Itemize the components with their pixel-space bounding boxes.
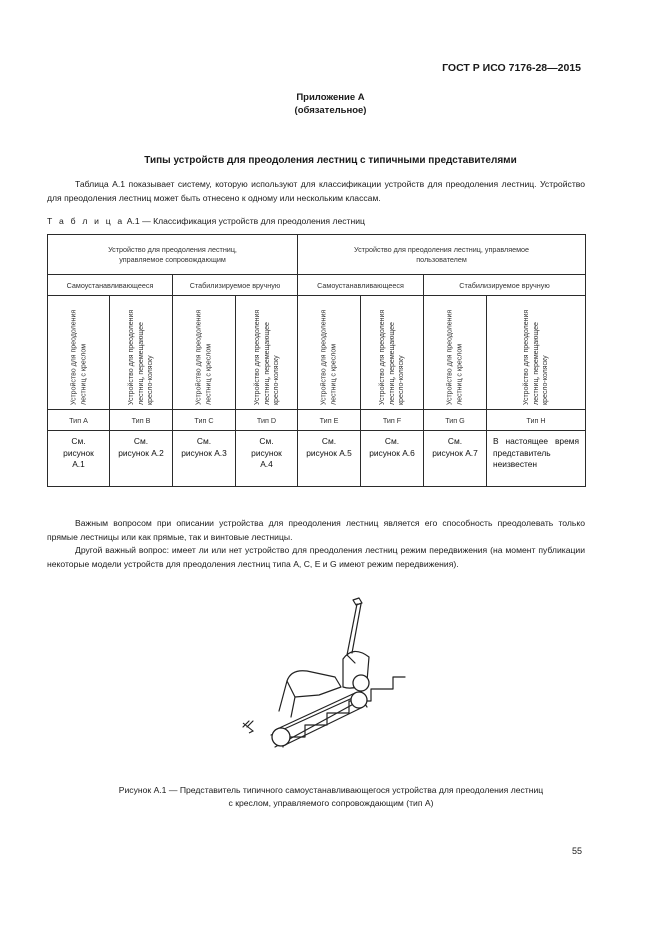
annex-status: (обязательное) — [294, 105, 367, 116]
description-cell — [361, 296, 424, 410]
figure-caption-line2: с креслом, управляемого сопровождающим (тип А) — [228, 798, 434, 808]
subgroup-header: Самоустанавливающееся — [48, 275, 173, 296]
type-cell: Тип В — [110, 410, 173, 431]
subgroup-header: Стабилизируемое вручную — [424, 275, 586, 296]
document-header: ГОСТ Р ИСО 7176-28—2015 — [442, 62, 581, 74]
subgroup-header: Самоустанавливающееся — [298, 275, 424, 296]
figure-ref-cell: См. рисунок А.4 — [236, 431, 298, 487]
subgroup-header: Стабилизируемое вручную — [173, 275, 298, 296]
description-text: Устройство для преодоления лестниц с креслом — [446, 309, 463, 405]
figure-ref-cell: См. рисунок А.1 — [48, 431, 110, 487]
figure-caption-line1: Рисунок А.1 — Представитель типичного самоустанавливающегося устройства для преодоления лестниц — [118, 785, 544, 795]
intro-paragraph: Таблица А.1 показывает систему, которую используют для классификации устройств для преодоления лестниц. Устройство для преодоления лестниц может быть отнесено к одному или нескольким классам. — [47, 179, 585, 203]
type-cell: Тип F — [361, 410, 424, 431]
type-cell: Тип Н — [487, 410, 586, 431]
annex-heading — [0, 91, 661, 117]
figure-ref-cell: См. рисунок А.6 — [361, 431, 424, 487]
table-caption — [47, 216, 365, 226]
type-cell: Тип Е — [298, 410, 361, 431]
page-number: 55 — [571, 846, 582, 856]
type-cell: Тип G — [424, 410, 487, 431]
description-text: Устройство для преодоления лестниц, перемещающее кресло-коляску — [378, 309, 405, 405]
upper-wheel — [353, 675, 369, 691]
description-cell — [48, 296, 110, 410]
description-text: Устройство для преодоления лестниц, перемещающее кресло-коляску — [253, 309, 280, 405]
paragraph-travel-mode: Другой важный вопрос: имеет ли или нет устройство для преодоления лестниц режим передвижения (на момент публикации некоторые модели устройств для преодоления лестниц типа А, С, Е и G имеют режим передвижения). — [47, 545, 585, 569]
type-cell: Тип С — [173, 410, 236, 431]
classification-table — [47, 234, 586, 487]
annex-title: Приложение А — [296, 92, 365, 103]
description-text: Устройство для преодоления лестниц с креслом — [70, 309, 87, 405]
description-text: Устройство для преодоления лестниц с креслом — [320, 309, 337, 405]
chair-seat — [287, 671, 341, 697]
description-cell — [236, 296, 298, 410]
description-cell — [173, 296, 236, 410]
type-cell: Тип А — [48, 410, 110, 431]
description-cell — [424, 296, 487, 410]
description-cell — [110, 296, 173, 410]
table-caption-prefix: Т а б л и ц а — [47, 216, 125, 226]
stair-climber-figure — [235, 595, 410, 755]
group-header-attendant: Устройство для преодоления лестниц, управляемое сопровождающим — [48, 235, 298, 275]
group-header-user: Устройство для преодоления лестниц, управляемое пользователем — [298, 235, 586, 275]
figure-ref-cell: См. рисунок А.3 — [173, 431, 236, 487]
section-title: Типы устройств для преодоления лестниц с типичными представителями — [144, 155, 517, 166]
description-text: Устройство для преодоления лестниц, перемещающее кресло-коляску — [127, 309, 154, 405]
figure-ref-cell: См. рисунок А.2 — [110, 431, 173, 487]
paragraph-scope: Важным вопросом при описании устройства для преодоления лестниц является его способность преодолевать только прямые лестницы или как прямые, так и винтовые лестницы. — [47, 518, 585, 542]
type-cell: Тип D — [236, 410, 298, 431]
figure-ref-cell: См. рисунок А.5 — [298, 431, 361, 487]
figure-caption — [47, 784, 615, 810]
description-cell — [298, 296, 361, 410]
description-cell — [487, 296, 586, 410]
figure-ref-cell: В настоящее время представитель неизвестен — [487, 431, 586, 487]
description-text: Устройство для преодоления лестниц, перемещающее кресло-коляску — [522, 309, 549, 405]
table-caption-text: А.1 — Классификация устройств для преодоления лестниц — [126, 216, 365, 226]
figure-ref-cell: См. рисунок А.7 — [424, 431, 487, 487]
description-text: Устройство для преодоления лестниц с креслом — [195, 309, 212, 405]
